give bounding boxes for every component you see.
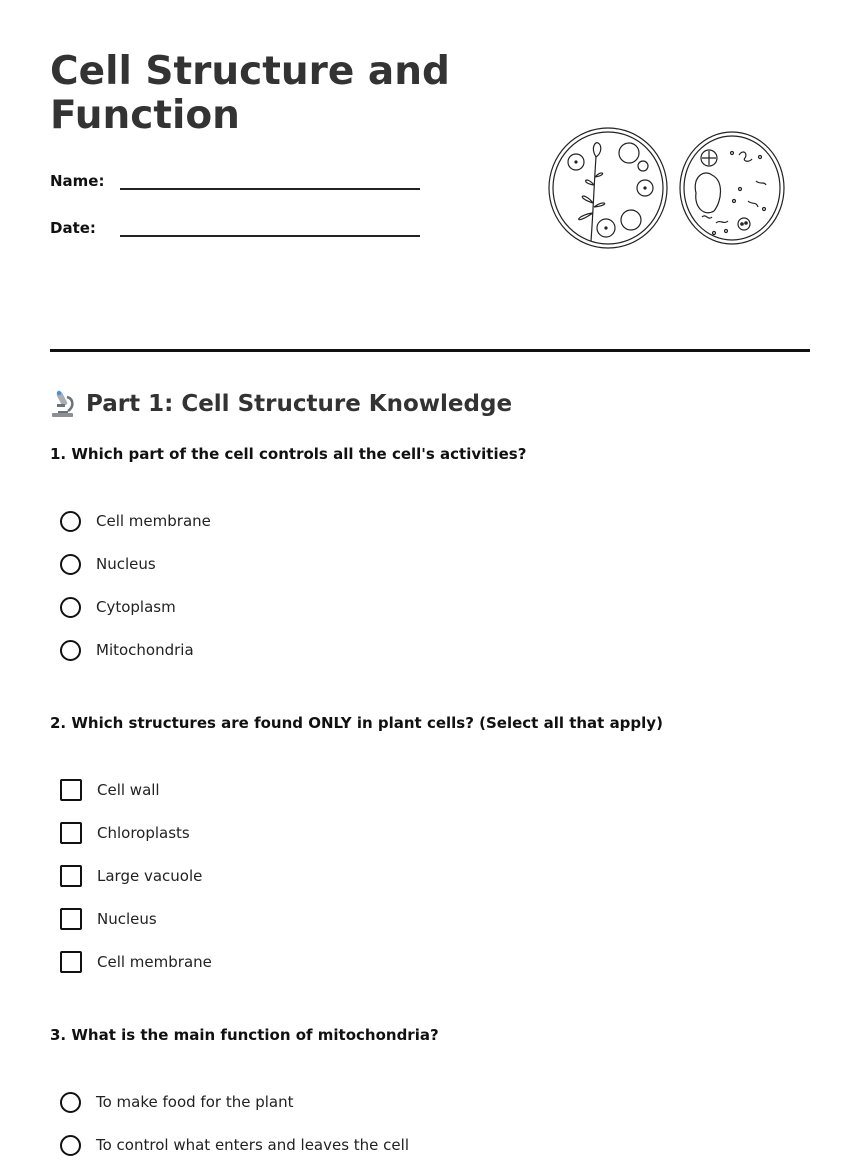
date-field[interactable]	[50, 213, 420, 237]
checkbox[interactable]	[60, 779, 82, 801]
question-2-text: 2. Which structures are found ONLY in plant cells? (Select all that apply)	[50, 714, 663, 732]
worksheet-title: Cell Structure and Function	[50, 49, 450, 138]
option-label: Chloroplasts	[97, 824, 190, 842]
microscope-icon	[50, 390, 76, 418]
name-field[interactable]	[50, 166, 420, 190]
radio-button[interactable]	[60, 1092, 81, 1113]
q2-option-large-vacuole[interactable]	[60, 863, 202, 889]
radio-button[interactable]	[60, 554, 81, 575]
option-label: Nucleus	[96, 555, 156, 573]
checkbox[interactable]	[60, 908, 82, 930]
q2-option-chloroplasts[interactable]	[60, 820, 190, 846]
option-label: Mitochondria	[96, 641, 194, 659]
q1-option-mitochondria[interactable]	[60, 637, 194, 663]
checkbox[interactable]	[60, 822, 82, 844]
q2-option-cell-wall[interactable]	[60, 777, 160, 803]
question-3-text: 3. What is the main function of mitochondria?	[50, 1026, 439, 1044]
q1-option-cytoplasm[interactable]	[60, 594, 176, 620]
option-label: Cell wall	[97, 781, 160, 799]
checkbox[interactable]	[60, 865, 82, 887]
option-label: Cell membrane	[97, 953, 212, 971]
q3-option-control-entry[interactable]	[60, 1132, 409, 1158]
option-label: Cell membrane	[96, 512, 211, 530]
q2-option-nucleus[interactable]	[60, 906, 157, 932]
radio-button[interactable]	[60, 640, 81, 661]
cell-illustration	[546, 125, 790, 253]
date-input-line[interactable]	[120, 213, 420, 237]
q1-option-nucleus[interactable]	[60, 551, 156, 577]
radio-button[interactable]	[60, 1135, 81, 1156]
q2-option-cell-membrane[interactable]	[60, 949, 212, 975]
name-label: Name:	[50, 172, 105, 190]
option-label: Cytoplasm	[96, 598, 176, 616]
option-label: To control what enters and leaves the cell	[96, 1136, 409, 1154]
plant-cell-drawing	[549, 128, 667, 248]
radio-button[interactable]	[60, 597, 81, 618]
option-label: To make food for the plant	[96, 1093, 294, 1111]
option-label: Large vacuole	[97, 867, 203, 885]
radio-button[interactable]	[60, 511, 81, 532]
date-label: Date:	[50, 219, 96, 237]
section-divider	[50, 349, 810, 352]
name-input-line[interactable]	[120, 166, 420, 190]
checkbox[interactable]	[60, 951, 82, 973]
question-1-text: 1. Which part of the cell controls all the cell's activities?	[50, 445, 527, 463]
section-title-text: Part 1: Cell Structure Knowledge	[86, 391, 513, 417]
q1-option-cell-membrane[interactable]	[60, 508, 211, 534]
option-label: Nucleus	[97, 910, 157, 928]
section-heading	[50, 388, 512, 420]
q3-option-make-food[interactable]	[60, 1089, 293, 1115]
animal-cell-drawing	[680, 132, 784, 244]
